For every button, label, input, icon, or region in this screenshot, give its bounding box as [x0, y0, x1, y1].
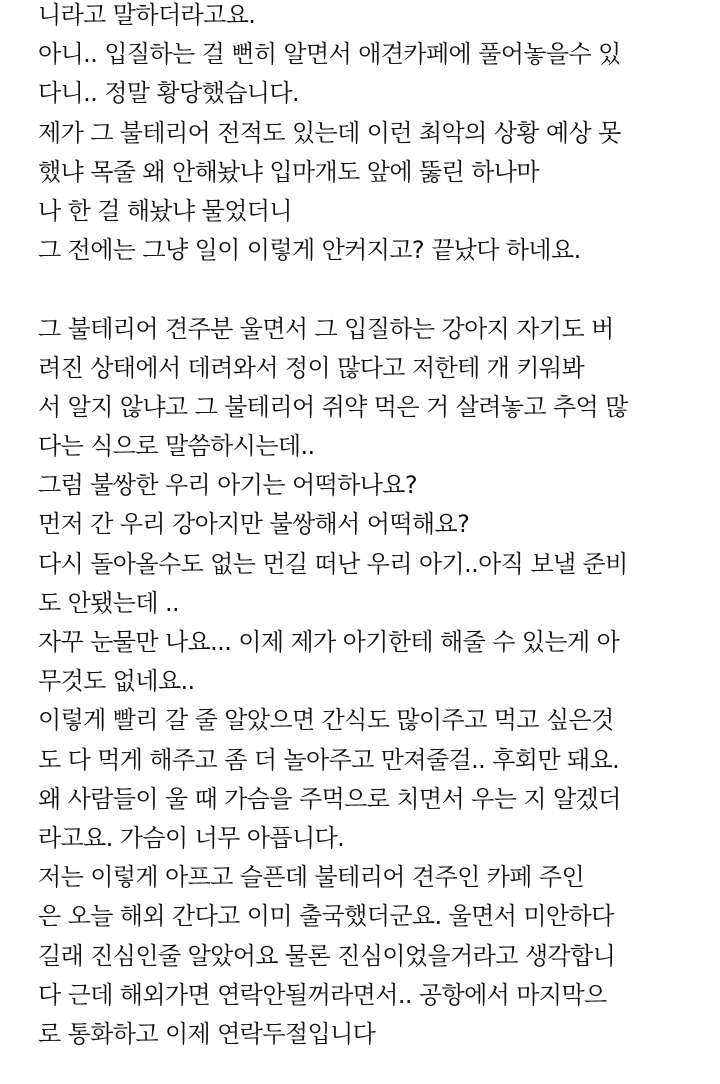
text-line: 했냐 목줄 왜 안해놨냐 입마개도 앞에 뚫린 하나마 — [38, 157, 539, 186]
blank-line — [0, 270, 720, 309]
text-line: 이렇게 빨리 갈 줄 알았으면 간식도 많이주고 먹고 싶은것 — [38, 706, 614, 735]
text-line: 왜 사람들이 울 때 가슴을 주먹으로 치면서 우는 지 알겠더 — [38, 784, 621, 813]
text-line: 라고요. 가슴이 너무 아픕니다. — [38, 823, 345, 852]
text-line: 나 한 걸 해놨냐 물었더니 — [38, 196, 292, 225]
text-line: 무것도 없네요.. — [38, 667, 195, 696]
text-line: 그럼 불쌍한 우리 아기는 어떡하나요? — [38, 471, 418, 500]
text-line: 길래 진심인줄 알았어요 물론 진심이었을거라고 생각합니 — [38, 941, 616, 970]
text-line: 제가 그 불테리어 전적도 있는데 이런 최악의 상황 예상 못 — [38, 118, 621, 147]
text-line: 아니.. 입질하는 걸 뻔히 알면서 애견카페에 풀어놓을수 있 — [38, 40, 621, 69]
text-line: 저는 이렇게 아프고 슬픈데 불테리어 견주인 카페 주인 — [38, 863, 585, 892]
text-line: 다시 돌아올수도 없는 먼길 떠난 우리 아기..아직 보낼 준비 — [38, 549, 628, 578]
text-line: 도 다 먹게 해주고 좀 더 놀아주고 만져줄걸.. 후회만 돼요. — [38, 745, 620, 774]
text-line: 도 안됐는데 .. — [38, 588, 180, 617]
text-line: 다 근데 해외가면 연락안될꺼라면서.. 공항에서 마지막으 — [38, 980, 607, 1009]
text-line: 먼저 간 우리 강아지만 불쌍해서 어떡해요? — [38, 510, 470, 539]
text-line: 다니.. 정말 황당했습니다. — [38, 79, 299, 108]
text-line: 그 불테리어 견주분 울면서 그 입질하는 강아지 자기도 버 — [38, 314, 614, 343]
text-line: 니라고 말하더라고요. — [38, 1, 256, 29]
text-line: 은 오늘 해외 간다고 이미 출국했더군요. 울면서 미안하다 — [38, 902, 614, 931]
text-line: 려진 상태에서 데려와서 정이 많다고 저한테 개 키워봐 — [38, 353, 585, 382]
text-line: 로 통화하고 이제 연락두절입니다 — [38, 1019, 376, 1048]
text-line: 다는 식으로 말씀하시는데.. — [38, 432, 315, 461]
text-line: 자꾸 눈물만 나요... 이제 제가 아기한테 해줄 수 있는게 아 — [38, 628, 620, 656]
text-line: 그 전에는 그냥 일이 이렇게 안커지고? 끝났다 하네요. — [38, 236, 581, 265]
text-line: 서 알지 않냐고 그 불테리어 쥐약 먹은 거 살려놓고 추억 많 — [38, 392, 628, 421]
